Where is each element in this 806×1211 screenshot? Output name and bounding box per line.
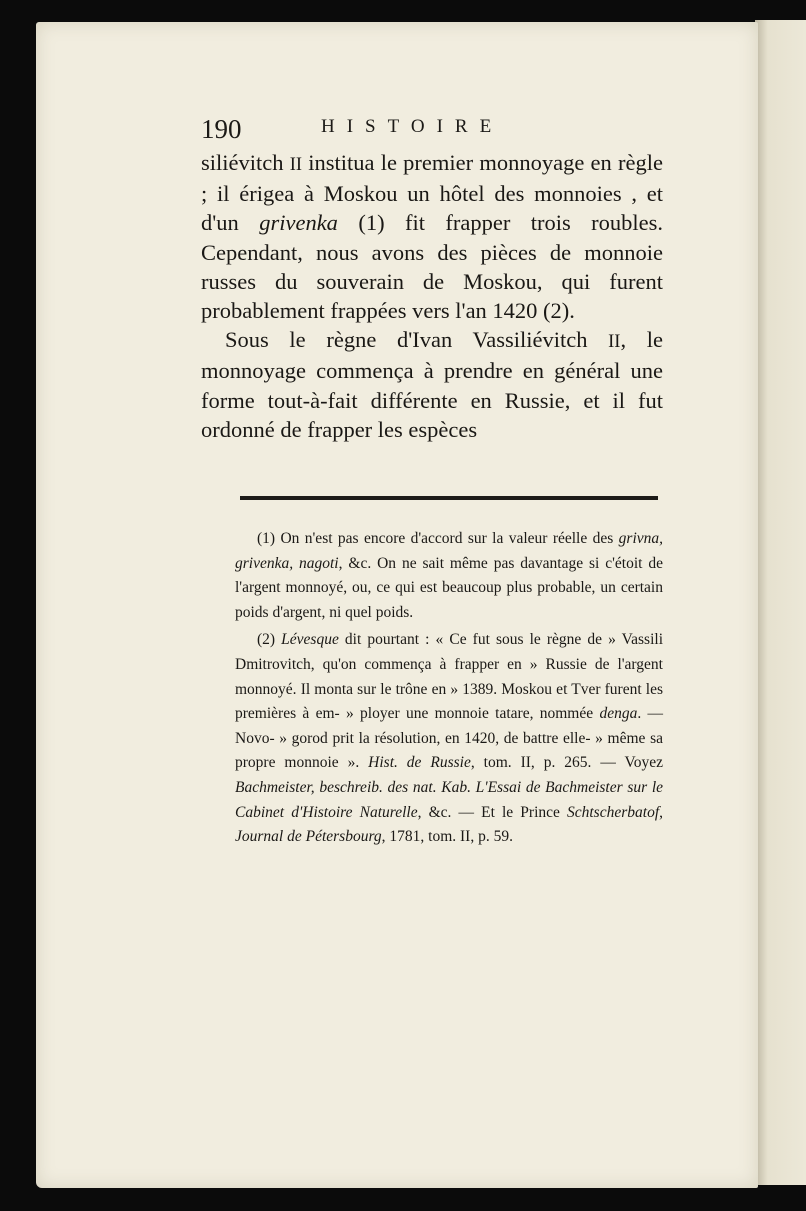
footnote-1: (1) On n'est pas encore d'accord sur la valeur réelle des grivna, grivenka, nagoti, &c. On ne sait même pas davantage si c'étoit de l'argent monnoyé, ou, ce qui est beaucoup plus probable, un certain poids d'argent, ni quel poids.	[235, 530, 663, 621]
page-number: 190	[201, 114, 242, 144]
running-title: HISTOIRE	[321, 116, 504, 137]
footnote-2: (2) Lévesque dit pourtant : « Ce fut sous le règne de » Vassili Dmitrovitch, qu'on commença à frapper en » Russie de l'argent monnoyé. Il monta sur le trône en » 1389. Moskou et Tver furent les premières à em- » ployer une monnoie tatare, nommée denga. — Novo- » gorod prit la résolution, en 1420, de battre elle- » même sa propre monnoie ». Hist. de Russie, tom. II, p. 265. — Voyez Bachmeister, beschreib. des nat. Kab. L'Essai de Bachmeister sur le Cabinet d'Histoire Naturelle, &c. — Et le Prince Schtscherbatof, Journal de Pétersbourg, 1781, tom. II, p. 59.	[235, 631, 664, 846]
footnote-rule	[240, 496, 658, 500]
footnotes	[235, 527, 663, 850]
page-header	[201, 114, 521, 148]
paragraph-1: siliévitch II institua le premier monnoyage en règle ; il érigea à Moskou un hôtel des monnoies , et d'un grivenka (1) fit frapper trois roubles. Cependant, nous avons des pièces de monnoie russes du souverain de Moskou, qui furent probablement frappées vers l'an 1420 (2).	[201, 150, 664, 324]
paragraph-2: Sous le règne d'Ivan Vassiliévitch II, le monnoyage commença à prendre en général une forme tout-à-fait différente en Russie, et il fut ordonné de frapper les espèces	[201, 327, 663, 442]
main-text	[201, 148, 663, 444]
facing-page-edge	[755, 20, 806, 1185]
